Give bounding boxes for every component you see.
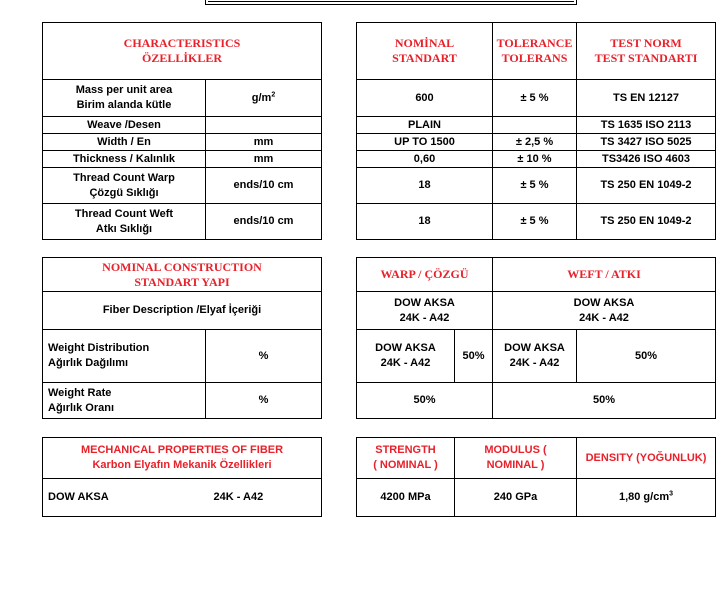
fiber-description-label: Fiber Description /Elyaf İçeriği xyxy=(43,292,322,330)
row-unit-mass: $g/m^2$ xyxy=(206,80,322,117)
row-unit-weft-count: ends/10 cm xyxy=(206,204,322,240)
top-decorative-bar xyxy=(205,0,577,5)
nominal-value: 600 xyxy=(357,80,493,117)
weft-fiber: DOW AKSA 24K - A42 xyxy=(493,292,716,330)
strength-header: STRENGTH ( NOMINAL ) xyxy=(357,438,455,479)
modulus-value: 240 GPa xyxy=(455,479,577,517)
characteristics-header: CHARACTERISTICS ÖZELLİKLER xyxy=(43,23,322,80)
tolerance-value: ± 5 % xyxy=(493,80,577,117)
nominal-value: 0,60 xyxy=(357,151,493,168)
warp-rate: 50% xyxy=(357,383,493,419)
nominal-value: UP TO 1500 xyxy=(357,134,493,151)
warp-distribution-percent: 50% xyxy=(455,330,493,383)
row-label-width: Width / En xyxy=(43,134,206,151)
row-label-thickness: Thickness / Kalınlık xyxy=(43,151,206,168)
nominal-value: PLAIN xyxy=(357,117,493,134)
tolerance-value: ± 5 % xyxy=(493,168,577,204)
warp-weft-table xyxy=(356,257,716,419)
test-norm-value: TS 250 EN 1049-2 xyxy=(577,204,716,240)
weight-rate-unit: % xyxy=(206,383,322,419)
strength-value: 4200 MPa xyxy=(357,479,455,517)
test-norm-value: TS EN 12127 xyxy=(577,80,716,117)
tolerance-header: TOLERANCE TOLERANS xyxy=(493,23,577,80)
tolerance-value xyxy=(493,117,577,134)
construction-header: NOMINAL CONSTRUCTION STANDART YAPI xyxy=(43,258,322,292)
weft-distribution-fiber: DOW AKSA 24K - A42 xyxy=(493,330,577,383)
density-value: 1,80 $g/cm^3$ xyxy=(577,479,716,517)
test-norm-value: TS 250 EN 1049-2 xyxy=(577,168,716,204)
nominal-header: NOMİNAL STANDART xyxy=(357,23,493,80)
test-norm-value: TS3426 ISO 4603 xyxy=(577,151,716,168)
weft-distribution-percent: 50% xyxy=(577,330,716,383)
weight-distribution-label: Weight Distribution Ağırlık Dağılımı xyxy=(43,330,206,383)
strength-table xyxy=(356,437,716,517)
row-unit-weave xyxy=(206,117,322,134)
fiber-code: 24K - A42 xyxy=(206,479,322,517)
row-unit-warp-count: ends/10 cm xyxy=(206,168,322,204)
characteristics-table xyxy=(42,22,322,240)
weight-rate-label: Weight Rate Ağırlık Oranı xyxy=(43,383,206,419)
modulus-header: MODULUS ( NOMINAL ) xyxy=(455,438,577,479)
tolerance-value: ± 10 % xyxy=(493,151,577,168)
nominal-value: 18 xyxy=(357,168,493,204)
density-header: DENSITY (YOĞUNLUK) xyxy=(577,438,716,479)
weft-rate: 50% xyxy=(493,383,716,419)
test-norm-value: TS 3427 ISO 5025 xyxy=(577,134,716,151)
fiber-name: DOW AKSA xyxy=(43,479,206,517)
row-unit-width: mm xyxy=(206,134,322,151)
warp-header: WARP / ÇÖZGÜ xyxy=(357,258,493,292)
nominal-value: 18 xyxy=(357,204,493,240)
warp-fiber: DOW AKSA 24K - A42 xyxy=(357,292,493,330)
row-unit-thickness: mm xyxy=(206,151,322,168)
tolerance-value: ± 2,5 % xyxy=(493,134,577,151)
row-label-warp-count: Thread Count Warp Çözgü Sıklığı xyxy=(43,168,206,204)
warp-distribution-fiber: DOW AKSA 24K - A42 xyxy=(357,330,455,383)
row-label-mass: Mass per unit area Birim alanda kütle xyxy=(43,80,206,117)
mechanical-header: MECHANICAL PROPERTIES OF FIBER Karbon Elyafın Mekanik Özellikleri xyxy=(43,438,322,479)
tolerance-value: ± 5 % xyxy=(493,204,577,240)
test-norm-value: TS 1635 ISO 2113 xyxy=(577,117,716,134)
row-label-weave: Weave /Desen xyxy=(43,117,206,134)
construction-table xyxy=(42,257,322,419)
row-label-weft-count: Thread Count Weft Atkı Sıklığı xyxy=(43,204,206,240)
weft-header: WEFT / ATKI xyxy=(493,258,716,292)
weight-distribution-unit: % xyxy=(206,330,322,383)
test-norm-header: TEST NORM TEST STANDARTI xyxy=(577,23,716,80)
specs-table xyxy=(356,22,716,240)
mechanical-table xyxy=(42,437,322,517)
